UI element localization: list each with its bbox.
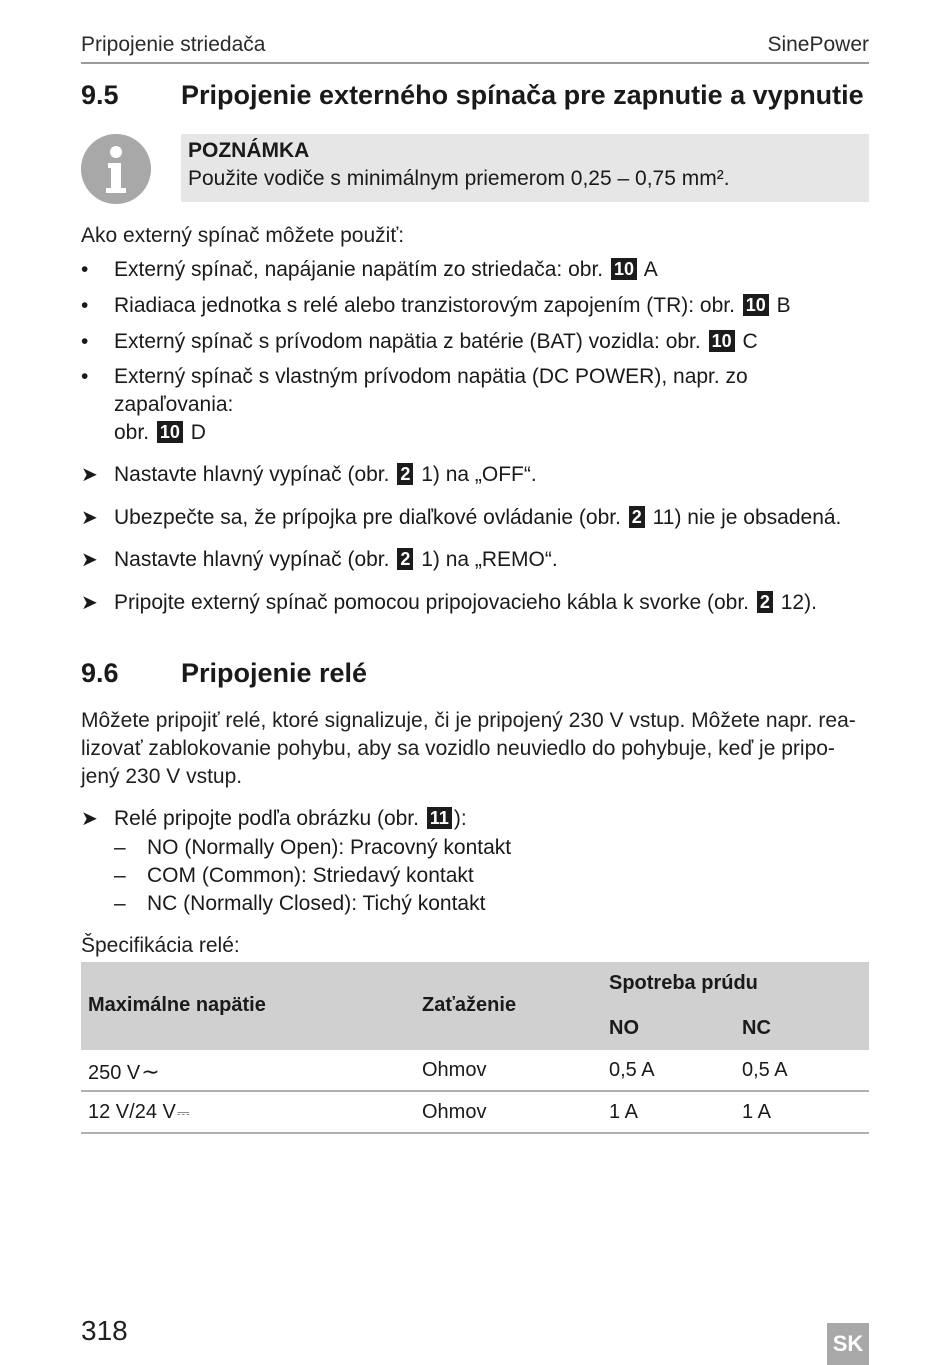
- section-number: 9.6: [81, 658, 119, 688]
- paragraph-line: lizovať zablokovanie pohybu, aby sa vozidlo neuviedlo do pohybuje, keď je pripo-: [81, 737, 835, 760]
- figure-ref: 10: [611, 258, 637, 280]
- dash-glyph: –: [114, 892, 126, 915]
- paragraph-line: Môžete pripojiť relé, ktoré signalizuje, či je pripojený 230 V vstup. Môžete napr. rea-: [81, 709, 856, 732]
- figure-ref: 11: [427, 807, 452, 829]
- table-row: [81, 1092, 869, 1134]
- arrow-icon: ➤: [81, 808, 98, 830]
- step-text: Nastavte hlavný vypínač (obr.: [114, 463, 390, 486]
- step-text-end: ):: [453, 807, 467, 830]
- figure-ref: 10: [157, 421, 183, 443]
- cell-voltage: 12 V/24 V⎓: [88, 1101, 190, 1123]
- section-title: Pripojenie externého spínača pre zapnutie a vypnutie: [181, 80, 864, 110]
- header-chapter: Pripojenie striedača: [81, 33, 266, 56]
- bullet-text: Externý spínač s prívodom napätia z batérie (BAT) vozidla: obr.: [114, 330, 701, 353]
- header-no: NO: [609, 1017, 639, 1039]
- bullet-glyph: •: [81, 294, 89, 317]
- section-title: Pripojenie relé: [181, 658, 368, 688]
- bullet-glyph: •: [81, 330, 89, 353]
- figure-ref: 2: [629, 506, 645, 528]
- step-text: Pripojte externý spínač pomocou pripojovacieho kábla k svorke (obr.: [114, 591, 750, 614]
- step-text-end: 1) na „OFF“.: [421, 463, 537, 486]
- note-title: POZNÁMKA: [188, 139, 310, 162]
- bullet-glyph: •: [81, 258, 89, 281]
- bullet-suffix: A: [643, 258, 658, 281]
- step-text-end: 12).: [780, 591, 817, 614]
- cell-no: 1 A: [609, 1101, 638, 1123]
- cell-voltage: 250 V∼: [88, 1059, 160, 1084]
- cell-nc: 1 A: [742, 1101, 771, 1123]
- page-number: 318: [81, 1315, 128, 1346]
- figure-ref: 2: [757, 591, 773, 613]
- arrow-icon: ➤: [81, 464, 98, 486]
- figure-ref: 10: [743, 294, 769, 316]
- section-9-6-heading: [81, 658, 367, 689]
- table-header: [81, 962, 869, 1050]
- cell-nc: 0,5 A: [742, 1059, 788, 1081]
- ac-icon: ∼: [141, 1059, 160, 1084]
- header-load: Zaťaženie: [422, 994, 517, 1016]
- bullet-suffix: C: [742, 330, 758, 353]
- language-tab: SK: [827, 1323, 869, 1365]
- paragraph-line: jený 230 V vstup.: [81, 765, 243, 788]
- header-current: Spotreba prúdu: [609, 972, 758, 994]
- info-icon: [81, 134, 151, 204]
- header-voltage: Maximálne napätie: [88, 994, 266, 1016]
- bullet-text: Externý spínač, napájanie napätím zo striedača: obr.: [114, 258, 604, 281]
- arrow-icon: ➤: [81, 507, 98, 529]
- dc-icon: ⎓: [176, 1103, 190, 1122]
- section-9-5-heading: [81, 80, 864, 111]
- bullet-suffix: B: [776, 294, 791, 317]
- dash-glyph: –: [114, 836, 126, 859]
- figure-ref: 2: [397, 548, 413, 570]
- figure-ref: 10: [709, 330, 735, 352]
- bullet-glyph: •: [81, 365, 89, 388]
- running-header: [81, 28, 869, 64]
- step-text: Ubezpečte sa, že prípojka pre diaľkové ovládanie (obr.: [114, 506, 621, 529]
- step-text-end: 1) na „REMO“.: [421, 548, 558, 571]
- note-box: [181, 134, 869, 202]
- note-text: Použite vodiče s minimálnym priemerom 0,25 – 0,75 mm².: [188, 167, 730, 190]
- arrow-icon: ➤: [81, 549, 98, 571]
- figure-ref: 2: [397, 463, 413, 485]
- step-text-end: 11) nie je obsadená.: [652, 506, 842, 529]
- intro-text: Ako externý spínač môžete použiť:: [81, 224, 405, 247]
- dash-text: NO (Normally Open): Pracovný kontakt: [147, 836, 512, 859]
- cell-load: Ohmov: [422, 1101, 487, 1123]
- arrow-icon: ➤: [81, 592, 98, 614]
- section-number: 9.5: [81, 80, 119, 110]
- table-row: [81, 1050, 869, 1092]
- step-text: Nastavte hlavný vypínač (obr.: [114, 548, 390, 571]
- bullet-text-cont: obr.: [114, 421, 150, 444]
- step-text: Relé pripojte podľa obrázku (obr.: [114, 807, 419, 830]
- bullet-text: Riadiaca jednotka s relé alebo tranzistorovým zapojením (TR): obr.: [114, 294, 735, 317]
- cell-no: 0,5 A: [609, 1059, 655, 1081]
- header-nc: NC: [742, 1017, 771, 1039]
- spec-label: Špecifikácia relé:: [81, 934, 240, 957]
- bullet-suffix: D: [190, 421, 206, 444]
- dash-glyph: –: [114, 864, 126, 887]
- dash-text: NC (Normally Closed): Tichý kontakt: [147, 892, 486, 915]
- bullet-text: Externý spínač s vlastným prívodom napätia (DC POWER), napr. zo zapaľovania:: [114, 365, 748, 416]
- header-product: SinePower: [767, 33, 869, 56]
- dash-text: COM (Common): Striedavý kontakt: [147, 864, 474, 887]
- cell-load: Ohmov: [422, 1059, 487, 1081]
